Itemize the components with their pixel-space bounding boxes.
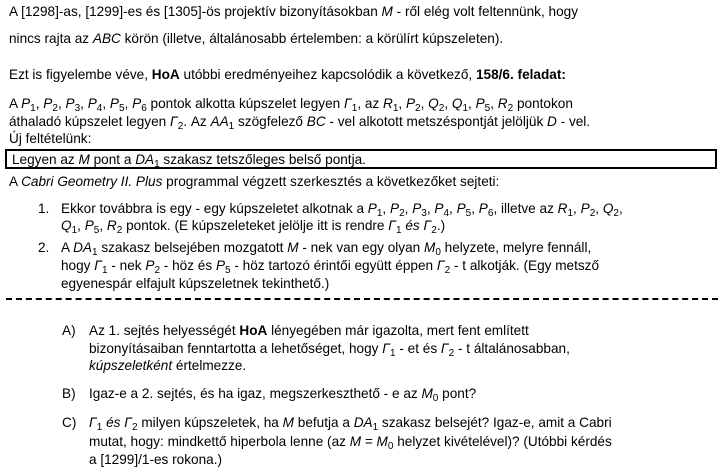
cabri-line: A Cabri Geometry II. Plus programmal végzett szerkesztés a következőket sejteti: xyxy=(9,174,500,189)
conjecture-2-line-1: A $DA_1$ szakasz belsejében mozgatott M - nek van egy olyan $M_0$ helyzete, melyre fennáll, xyxy=(61,240,592,258)
question-c-label: C) xyxy=(62,415,77,430)
question-c-line-3: a [1299]/1-es rokona.) xyxy=(89,452,222,467)
conjecture-1-line-2: $Q_1$, $P_5$, $R_2$ pontok. (E kúpszeleteket jelölje itt is rendre $\Gamma_1$ és $\Gamma_2$.) xyxy=(61,218,446,236)
question-b-label: B) xyxy=(62,386,76,401)
intro-line-1: A [1298]-as, [1299]-es és [1305]-ös projektív bizonyításokban M - ről elég volt feltennünk, hogy xyxy=(9,4,579,19)
dashed-divider xyxy=(6,298,718,300)
conjecture-2-line-3: egyenespár elfajult kúpszeletnek tekinthető.) xyxy=(61,276,330,291)
conjecture-2-line-2: hogy $\Gamma_1$ - nek $P_2$ - höz és $P_5$ - höz tartozó érintői együtt éppen $\Gamma_2$ - t alkotják. (Egy metsző xyxy=(61,258,600,276)
context-line: Ezt is figyelembe véve, HoA utóbbi eredményeihez kapcsolódik a következő, 158/6. feladat: xyxy=(9,67,566,82)
new-condition-label: Új feltételünk: xyxy=(9,131,92,146)
condition-text: Legyen az M pont a $DA_1$ szakasz tetszőleges belső pontja. xyxy=(12,152,366,170)
question-c-line-1: $\Gamma_1$ és $\Gamma_2$ milyen kúpszeletek, ha M befutja a $DA_1$ szakasz belsejét? Igaz-e, amit a Cabri xyxy=(89,415,612,433)
setup-line-1: A $P_1$, $P_2$, $P_3$, $P_4$, $P_5$, $P_6$ pontok alkotta kúpszelet legyen $\Gamma_1$, az $R_1$, $P_2$, $Q_2$, $Q_1$, $P_5$, $R_2$ pontokon xyxy=(9,96,573,114)
question-c-line-2: mutat, hogy: mindkettő hiperbola lenne (az $M = M_0$ helyzet kivételével)? (Utóbbi kérdés xyxy=(89,434,612,452)
question-a-line-1: Az 1. sejtés helyességét HoA lényegében már igazolta, mert fent említett xyxy=(89,323,529,338)
question-a-line-3: kúpszeletként értelmezze. xyxy=(89,358,247,373)
list-number-1: 1. xyxy=(38,201,50,216)
setup-line-2: áthaladó kúpszelet legyen $\Gamma_2$. Az $AA_1$ szögfelező BC - vel alkotott metszéspontját jelöljük D - vel. xyxy=(9,114,591,132)
question-b-line: Igaz-e a 2. sejtés, és ha igaz, megszerkeszthető - e az $M_0$ pont? xyxy=(89,386,477,404)
conjecture-1-line-1: Ekkor továbbra is egy - egy kúpszeletet alkotnak a $P_1$, $P_2$, $P_3$, $P_4$, $P_5$, $P_6$, illetve az $R_1$, $P_2$, $Q_2$, xyxy=(61,201,623,219)
list-number-2: 2. xyxy=(38,240,50,255)
intro-line-2: nincs rajta az ABC körön (illetve, általánosabb értelemben: a körülírt kúpszeleten). xyxy=(9,31,504,46)
question-a-label: A) xyxy=(62,323,76,338)
question-a-line-2: bizonyításaiban fenntartotta a lehetőséget, hogy $\Gamma_1$ - et és $\Gamma_2$ - t általánosabban, xyxy=(89,341,570,359)
